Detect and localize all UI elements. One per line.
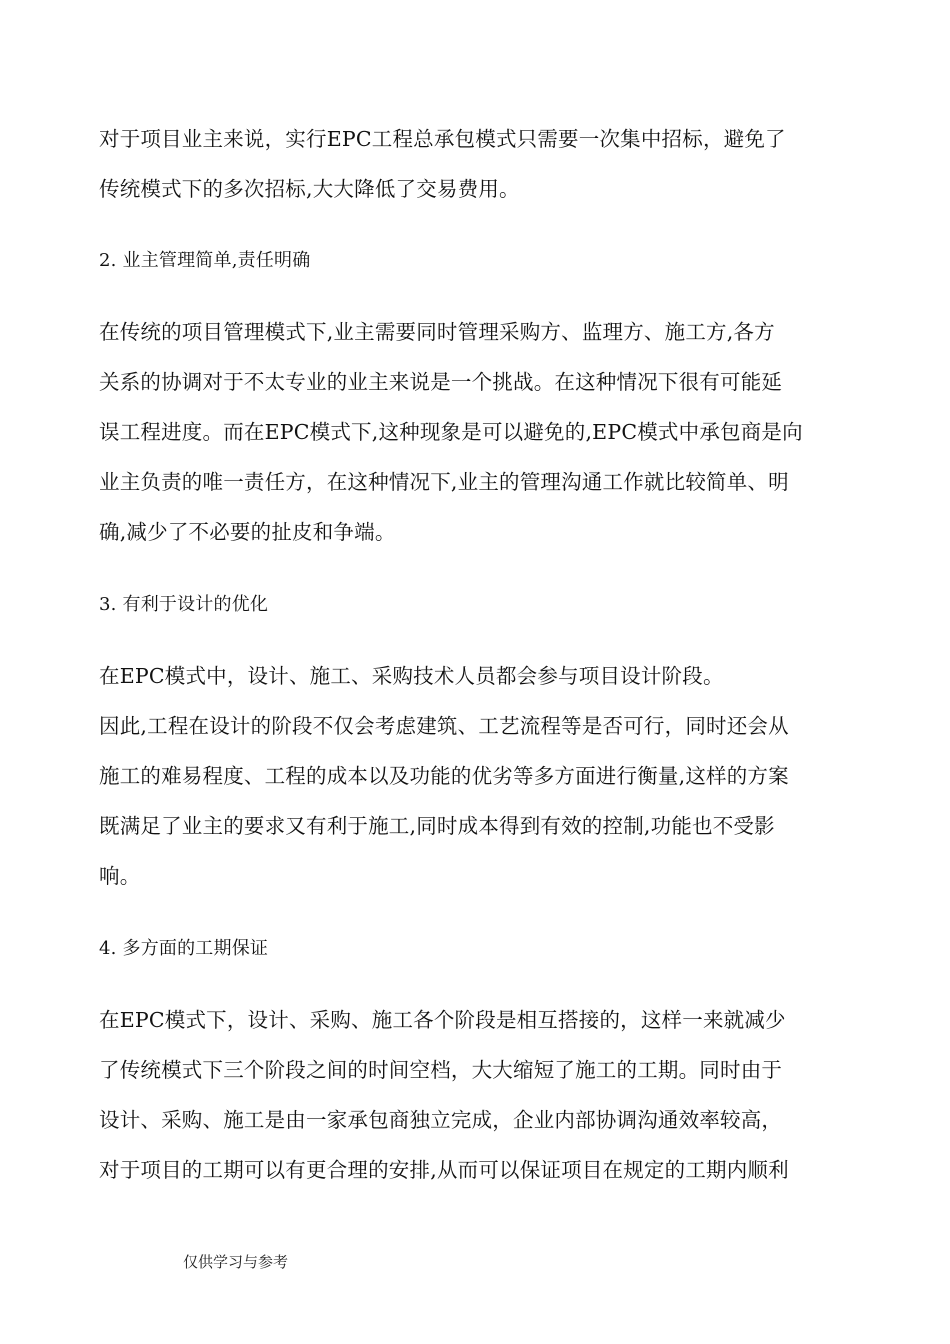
paragraph-2-line-4: 业主负责的唯一责任方，在这种情况下,业主的管理沟通工作就比较简单、明 [99, 470, 789, 494]
section-heading-4: 4. 多方面的工期保证 [99, 938, 269, 959]
paragraph-1-line-1: 对于项目业主来说，实行EPC工程总承包模式只需要一次集中招标，避免了 [99, 127, 786, 151]
paragraph-1-line-2: 传统模式下的多次招标,大大降低了交易费用。 [99, 177, 520, 201]
paragraph-3-line-2: 因此,工程在设计的阶段不仅会考虑建筑、工艺流程等是否可行，同时还会从 [99, 714, 789, 738]
paragraph-3-line-1: 在EPC模式中，设计、施工、采购技术人员都会参与项目设计阶段。 [99, 664, 724, 688]
paragraph-4-line-3: 设计、采购、施工是由一家承包商独立完成，企业内部协调沟通效率较高， [99, 1108, 783, 1132]
paragraph-2-line-1: 在传统的项目管理模式下,业主需要同时管理采购方、监理方、施工方,各方 [99, 320, 775, 344]
paragraph-4-line-1: 在EPC模式下，设计、采购、施工各个阶段是相互搭接的，这样一来就减少 [99, 1008, 786, 1032]
paragraph-2-line-5: 确,减少了不必要的扯皮和争端。 [99, 520, 396, 544]
footer-note: 仅供学习与参考 [183, 1253, 289, 1271]
section-heading-3: 3. 有利于设计的优化 [99, 594, 269, 615]
paragraph-3-line-4: 既满足了业主的要求又有利于施工,同时成本得到有效的控制,功能也不受影 [99, 814, 775, 838]
paragraph-2-line-2: 关系的协调对于不太专业的业主来说是一个挑战。在这种情况下很有可能延 [99, 370, 783, 394]
paragraph-2-line-3: 误工程进度。而在EPC模式下,这种现象是可以避免的,EPC模式中承包商是向 [99, 420, 803, 444]
paragraph-4-line-4: 对于项目的工期可以有更合理的安排,从而可以保证项目在规定的工期内顺利 [99, 1158, 789, 1182]
paragraph-3-line-5: 响。 [99, 864, 141, 888]
paragraph-3-line-3: 施工的难易程度、工程的成本以及功能的优劣等多方面进行衡量,这样的方案 [99, 764, 789, 788]
paragraph-4-line-2: 了传统模式下三个阶段之间的时间空档，大大缩短了施工的工期。同时由于 [99, 1058, 783, 1082]
section-heading-2: 2. 业主管理简单,责任明确 [99, 250, 311, 271]
